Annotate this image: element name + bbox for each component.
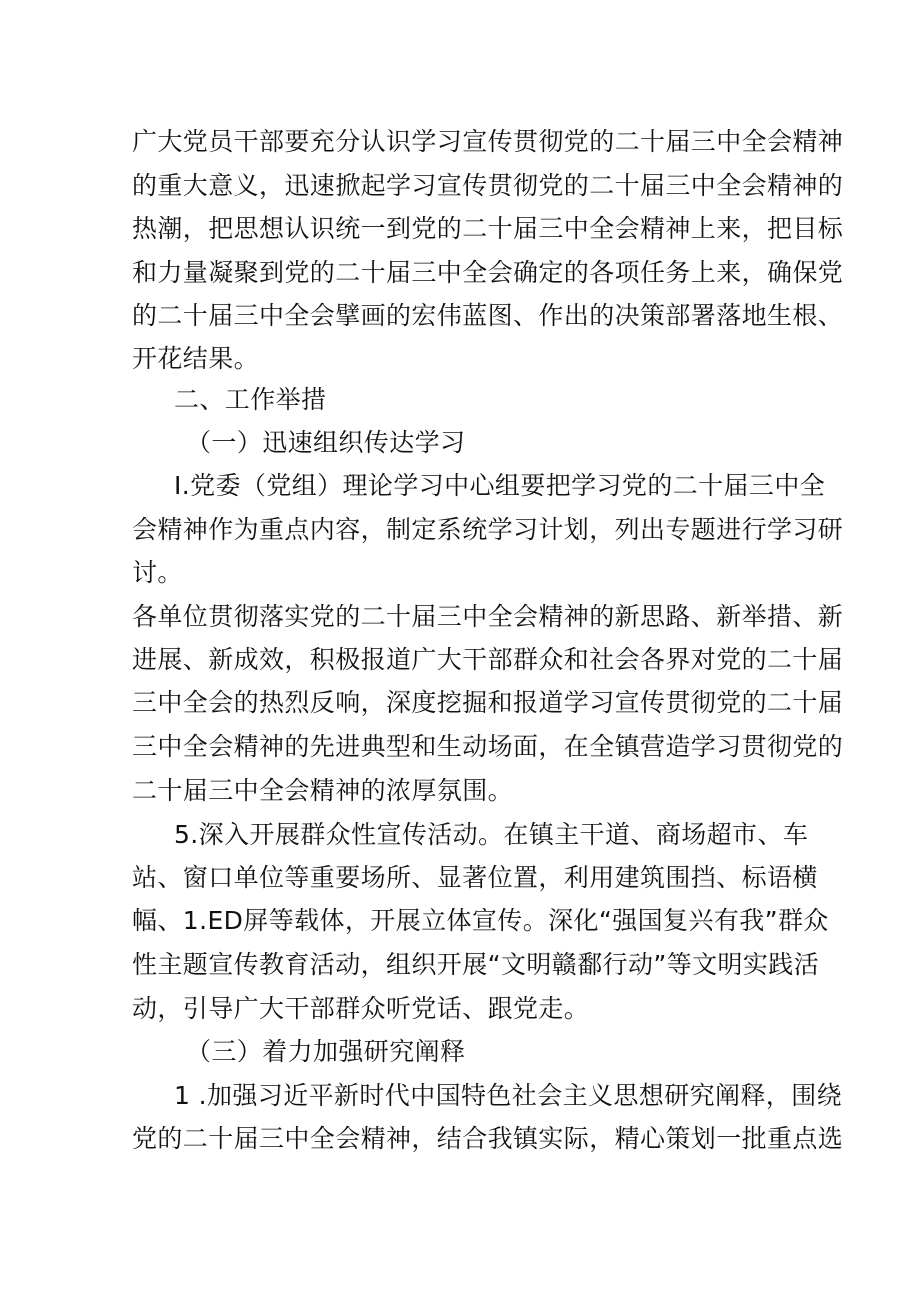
section-heading-work-measures: 二、工作举措 [174, 385, 327, 414]
item-5-line-3: 幅、1.ED屏等载体，开展立体宣传。深化“强国复兴有我”群众 [132, 906, 829, 935]
paragraph-2-line-3: 三中全会的热烈反响，深度挖掘和报道学习宣传贯彻党的二十届 [132, 688, 844, 717]
paragraph-1-line-4: 和力量凝聚到党的二十届三中全会确定的各项任务上来，确保党 [132, 258, 844, 287]
item-5-line-5: 动，引导广大干部群众听党话、跟党走。 [132, 994, 590, 1023]
item-3-1-line-1: 1 .加强习近平新时代中国特色社会主义思想研究阐释，围绕 [174, 1081, 843, 1110]
subsection-heading-1: （一）迅速组织传达学习 [186, 428, 466, 457]
item-1-line-1: I.党委（党组）理论学习中心组要把学习党的二十届三中全 [174, 471, 826, 500]
paragraph-2-line-5: 二十届三中全会精神的浓厚氛围。 [132, 776, 514, 805]
subsection-heading-3: （三）着力加强研究阐释 [186, 1037, 466, 1066]
item-5-line-2: 站、窗口单位等重要场所、显著位置，利用建筑围挡、标语横 [132, 863, 818, 892]
paragraph-1-line-3: 热潮，把思想认识统一到党的二十届三中全会精神上来，把目标 [132, 214, 844, 243]
paragraph-2-line-1: 各单位贯彻落实党的二十届三中全会精神的新思路、新举措、新 [132, 602, 844, 631]
item-3-1-line-2: 党的二十届三中全会精神，结合我镇实际，精心策划一批重点选 [132, 1124, 844, 1153]
paragraph-1-line-6: 开花结果。 [132, 344, 260, 373]
paragraph-1-line-5: 的二十届三中全会擘画的宏伟蓝图、作出的决策部署落地生根、 [132, 301, 844, 330]
paragraph-1-line-2: 的重大意义，迅速掀起学习宣传贯彻党的二十届三中全会精神的 [132, 171, 844, 200]
paragraph-1-line-1: 广大党员干部要充分认识学习宣传贯彻党的二十届三中全会精神 [132, 127, 844, 156]
paragraph-2-line-2: 进展、新成效，积极报道广大干部群众和社会各界对党的二十届 [132, 645, 844, 674]
item-5-line-4: 性主题宣传教育活动，组织开展“文明赣鄱行动”等文明实践活 [132, 950, 820, 979]
paragraph-2-line-4: 三中全会精神的先进典型和生动场面，在全镇营造学习贯彻党的 [132, 732, 844, 761]
item-5-line-1: 5.深入开展群众性宣传活动。在镇主干道、商场超市、车 [174, 820, 809, 849]
item-1-line-3: 讨。 [132, 558, 183, 587]
item-1-line-2: 会精神作为重点内容，制定系统学习计划，列出专题进行学习研 [132, 515, 844, 544]
